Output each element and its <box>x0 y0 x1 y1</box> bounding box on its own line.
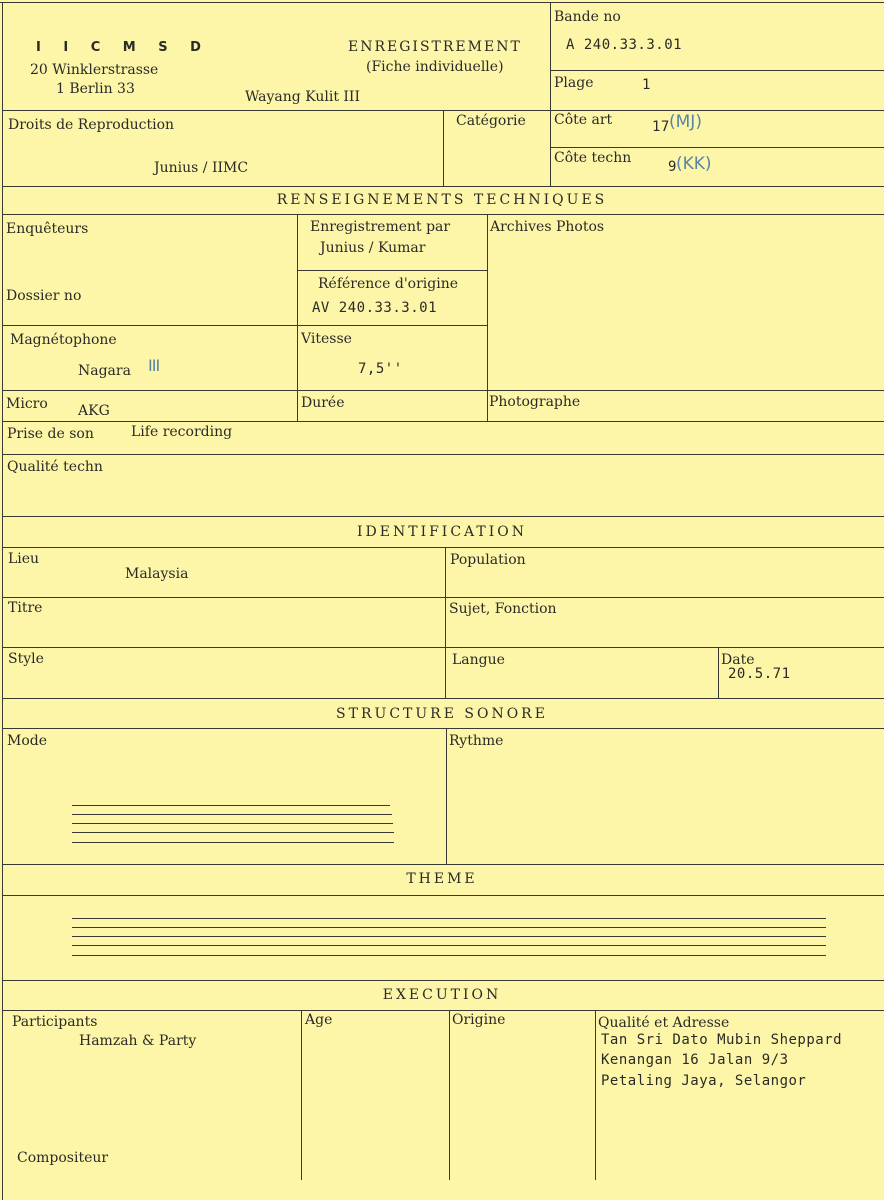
section-heading-identification: IDENTIFICATION <box>357 524 527 540</box>
work-title: Wayang Kulit III <box>245 89 360 105</box>
mode-staff-line <box>72 805 390 806</box>
form-subtitle: (Fiche individuelle) <box>366 59 504 75</box>
divider <box>2 421 884 422</box>
participants-value: Hamzah & Party <box>79 1033 197 1049</box>
divider <box>2 1010 884 1011</box>
divider <box>2 390 884 391</box>
divider <box>595 1010 596 1180</box>
cote-art-value: 17 <box>652 119 670 135</box>
divider <box>2 214 884 215</box>
section-heading-structure: STRUCTURE SONORE <box>336 706 548 722</box>
bande-value: A 240.33.3.01 <box>566 37 683 53</box>
divider <box>2 547 884 548</box>
mode-label: Mode <box>7 733 48 749</box>
cote-art-label: Côte art <box>554 112 613 128</box>
cote-techn-label: Côte techn <box>554 150 632 166</box>
form-title: ENREGISTREMENT <box>348 39 522 55</box>
divider <box>550 70 884 71</box>
section-heading-execution: EXECUTION <box>382 987 502 1003</box>
address-line: Tan Sri Dato Mubin Sheppard <box>601 1032 843 1048</box>
lieu-label: Lieu <box>8 551 40 567</box>
divider <box>445 547 446 698</box>
divider <box>446 728 447 864</box>
divider <box>2 647 884 648</box>
magnetophone-value: Nagara <box>78 363 131 379</box>
droits-label: Droits de Reproduction <box>8 117 175 133</box>
prise-de-son-label: Prise de son <box>7 426 94 442</box>
theme-staff-line <box>72 955 826 956</box>
droits-value: Junius / IIMC <box>154 160 249 176</box>
vitesse-value: 7,5'' <box>358 361 403 377</box>
enregistrement-par-value: Junius / Kumar <box>320 240 426 256</box>
divider <box>2 186 884 187</box>
mode-staff-line <box>72 823 393 824</box>
divider <box>2 728 884 729</box>
origine-label: Origine <box>452 1012 506 1028</box>
divider <box>2 516 884 517</box>
reference-value: AV 240.33.3.01 <box>312 300 438 316</box>
divider <box>2 325 487 326</box>
theme-staff-line <box>72 918 826 919</box>
divider <box>2 597 884 598</box>
micro-label: Micro <box>6 396 48 412</box>
plage-value: 1 <box>642 77 651 93</box>
cote-art-handwritten-note: (MJ) <box>669 112 702 132</box>
divider <box>2 864 884 865</box>
sujet-fonction-label: Sujet, Fonction <box>449 601 557 617</box>
population-label: Population <box>450 552 526 568</box>
archives-photos-label: Archives Photos <box>490 219 605 235</box>
section-heading-theme: THEME <box>406 871 478 887</box>
langue-label: Langue <box>452 652 505 668</box>
titre-label: Titre <box>8 600 43 616</box>
categorie-label: Catégorie <box>456 113 526 129</box>
dossier-label: Dossier no <box>6 288 82 304</box>
magnetophone-label: Magnétophone <box>10 332 117 348</box>
qualite-techn-label: Qualité techn <box>7 459 103 475</box>
divider <box>301 1010 302 1180</box>
mode-staff-line <box>72 842 394 843</box>
divider <box>2 698 884 699</box>
divider <box>550 2 551 186</box>
date-value: 20.5.71 <box>728 666 791 682</box>
date-label: Date <box>721 652 755 668</box>
address-line: Kenangan 16 Jalan 9/3 <box>601 1052 789 1068</box>
plage-label: Plage <box>554 75 594 91</box>
photographe-label: Photographe <box>489 394 581 410</box>
mode-staff-line <box>72 814 392 815</box>
divider <box>2 980 884 981</box>
divider <box>550 147 884 148</box>
org-logo: I I C M S D <box>36 40 210 55</box>
divider <box>449 1010 450 1180</box>
bande-label: Bande no <box>554 9 621 25</box>
theme-staff-line <box>72 945 826 946</box>
frame-left <box>2 2 3 1200</box>
divider <box>718 647 719 698</box>
participants-label: Participants <box>12 1014 98 1030</box>
prise-de-son-value: Life recording <box>131 424 233 440</box>
cote-techn-value: 9 <box>668 159 677 175</box>
reference-label: Référence d'origine <box>318 276 459 292</box>
divider <box>2 454 884 455</box>
duree-label: Durée <box>301 395 345 411</box>
age-label: Age <box>305 1012 333 1028</box>
vitesse-label: Vitesse <box>301 331 352 347</box>
micro-value: AKG <box>78 403 110 419</box>
org-street: 20 Winklerstrasse <box>30 62 159 78</box>
cote-techn-handwritten-note: (KK) <box>676 154 712 174</box>
org-city: 1 Berlin 33 <box>56 81 135 97</box>
qualite-adresse-label: Qualité et Adresse <box>598 1015 730 1031</box>
style-label: Style <box>8 651 44 667</box>
divider <box>297 270 487 271</box>
theme-staff-line <box>72 936 826 937</box>
section-heading-technique: RENSEIGNEMENTS TECHNIQUES <box>276 192 608 208</box>
mode-staff-line <box>72 832 394 833</box>
lieu-value: Malaysia <box>125 566 189 582</box>
enqueteurs-label: Enquêteurs <box>6 221 89 237</box>
theme-staff-line <box>72 927 826 928</box>
magnetophone-handwritten-note: III <box>148 356 160 375</box>
enregistrement-par-label: Enregistrement par <box>310 219 451 235</box>
divider <box>443 110 444 186</box>
address-line: Petaling Jaya, Selangor <box>601 1073 807 1089</box>
frame-top <box>0 2 884 3</box>
divider <box>2 895 884 896</box>
rythme-label: Rythme <box>449 733 504 749</box>
compositeur-label: Compositeur <box>17 1150 109 1166</box>
